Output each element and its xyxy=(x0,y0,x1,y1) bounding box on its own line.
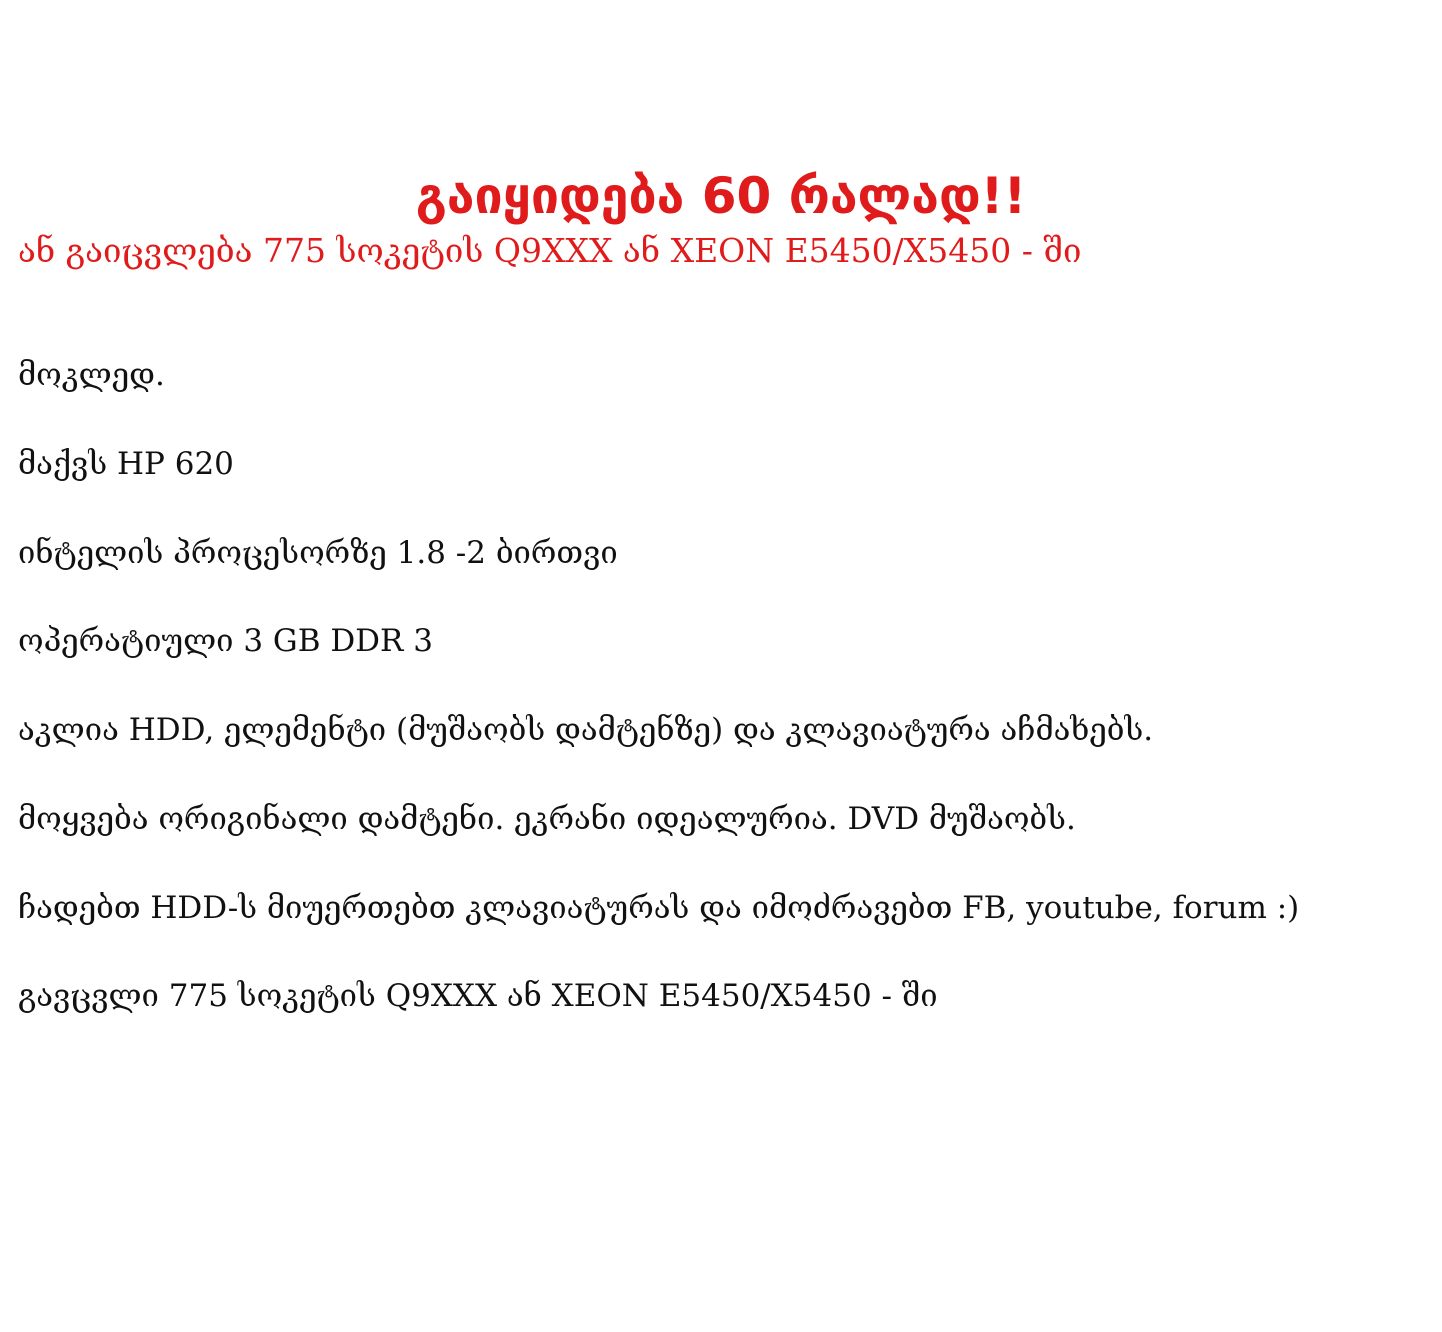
page-title: გაიყიდება 60 რალად!! xyxy=(415,167,1027,225)
body-text-block xyxy=(18,356,1424,1016)
paragraph: მოყვება ორიგინალი დამტენი. ეკრანი იდეალურია. DVD მუშაობს. xyxy=(18,800,1076,837)
paragraph: ოპერატიული 3 GB DDR 3 xyxy=(18,623,433,660)
paragraph: ინტელის პროცესორზე 1.8 -2 ბირთვი xyxy=(18,534,618,571)
paragraph: გავცვლი 775 სოკეტის Q9XXX ან XEON E5450/X5450 - ში xyxy=(18,978,938,1015)
paragraph: აკლია HDD, ელემენტი (მუშაობს დამტენზე) და კლავიატურა აჩმახებს. xyxy=(18,712,1154,749)
headline-block xyxy=(18,0,1424,270)
page-subtitle: ან გაიცვლება 775 სოკეტის Q9XXX ან XEON E5450/X5450 - ში xyxy=(18,230,1082,270)
paragraph: მაქვს HP 620 xyxy=(18,445,234,482)
paragraph: ჩადებთ HDD-ს მიუერთებთ კლავიატურას და იმოძრავებთ FB, youtube, forum :) xyxy=(18,889,1300,926)
paragraph: მოკლედ. xyxy=(18,357,165,394)
